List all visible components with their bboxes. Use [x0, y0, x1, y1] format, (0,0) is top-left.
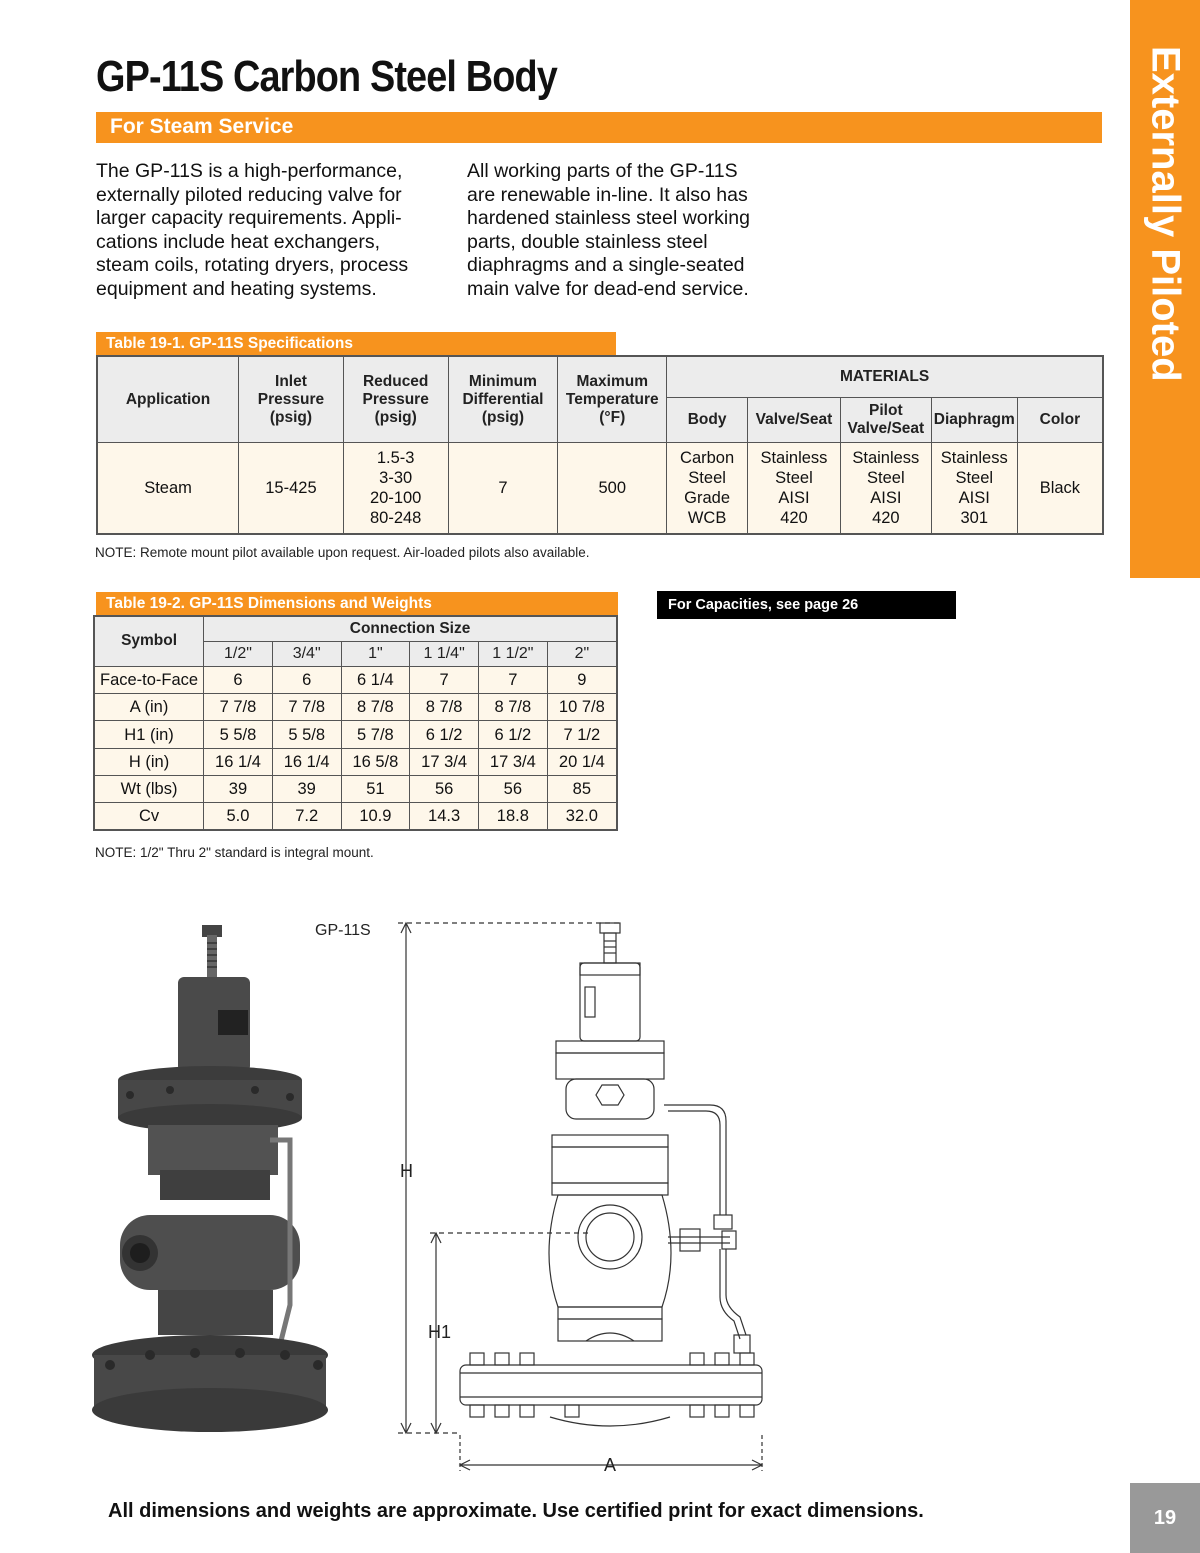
dim-label-h: H: [400, 1161, 413, 1181]
intro-right-line: parts, double stainless steel: [467, 230, 708, 253]
th-diaphragm: Diaphragm: [931, 398, 1017, 443]
intro-right-line: diaphragms and a single-seated: [467, 254, 745, 276]
page-number: 19: [1130, 1483, 1200, 1553]
th-application: Application: [97, 356, 239, 443]
cell-value: 5 7/8: [341, 721, 410, 748]
cell-value: 14.3: [410, 803, 479, 830]
capacities-reference: For Capacities, see page 26: [657, 591, 956, 619]
cell-value: 6: [272, 666, 341, 693]
cell-value: 17 3/4: [478, 748, 547, 775]
cell-pilot-valve-seat: Stainless Steel AISI 420: [840, 443, 931, 535]
cell-value: 5 5/8: [272, 721, 341, 748]
th-reduced-pressure: Reduced Pressure (psig): [343, 356, 448, 443]
intro-left-line: larger capacity requirements. Appli-: [96, 207, 402, 229]
intro-right-line: are renewable in-line. It also has: [467, 183, 748, 206]
th-size: 1/2": [204, 641, 273, 666]
cell-value: 8 7/8: [341, 694, 410, 721]
intro-right: [467, 160, 807, 301]
th-size: 1 1/4": [410, 641, 479, 666]
dim-label-h1: H1: [428, 1322, 452, 1342]
th-color: Color: [1017, 398, 1103, 443]
th-size: 2": [547, 641, 617, 666]
th-symbol: Symbol: [94, 616, 204, 666]
cell-color: Black: [1017, 443, 1103, 535]
valve-dimension-drawing: [390, 915, 780, 1475]
cell-value: 17 3/4: [410, 748, 479, 775]
table2-note: NOTE: 1/2" Thru 2" standard is integral mount.: [95, 845, 374, 860]
side-tab-label: Externally Piloted: [1143, 46, 1188, 382]
intro-left-line: cations include heat exchangers,: [96, 230, 381, 253]
cell-value: 10 7/8: [547, 694, 617, 721]
cell-value: 10.9: [341, 803, 410, 830]
cell-max-temp: 500: [558, 443, 667, 535]
cell-value: 8 7/8: [410, 694, 479, 721]
th-connection-size: Connection Size: [204, 616, 617, 641]
cell-value: 5 5/8: [204, 721, 273, 748]
intro-left-line: steam coils, rotating dryers, process: [96, 254, 409, 276]
cell-symbol: H1 (in): [94, 721, 204, 748]
intro-right-line: main valve for dead-end service.: [467, 277, 749, 300]
drawing-label: GP-11S: [315, 922, 371, 939]
side-tab: [1130, 0, 1200, 578]
cell-inlet: 15-425: [239, 443, 344, 535]
cell-value: 7 7/8: [272, 694, 341, 721]
intro-left-line: externally piloted reducing valve for: [96, 183, 402, 206]
table1-note: NOTE: Remote mount pilot available upon request. Air-loaded pilots also available.: [95, 545, 590, 560]
cell-value: 7 7/8: [204, 694, 273, 721]
table1-caption: Table 19-1. GP-11S Specifications: [96, 332, 616, 356]
cell-value: 6 1/2: [410, 721, 479, 748]
cell-value: 16 1/4: [204, 748, 273, 775]
cell-min-diff: 7: [448, 443, 558, 535]
subtitle: For Steam Service: [110, 115, 294, 138]
table2-caption: Table 19-2. GP-11S Dimensions and Weights: [96, 592, 618, 616]
th-size: 1": [341, 641, 410, 666]
table-row: [94, 775, 617, 802]
cell-diaphragm: Stainless Steel AISI 301: [931, 443, 1017, 535]
cell-symbol: Cv: [94, 803, 204, 830]
cell-symbol: Wt (lbs): [94, 775, 204, 802]
cell-valve-seat: Stainless Steel AISI 420: [748, 443, 841, 535]
table-row: [94, 803, 617, 830]
cell-value: 51: [341, 775, 410, 802]
cell-reduced: 1.5-3 3-30 20-100 80-248: [343, 443, 448, 535]
th-inlet-pressure: Inlet Pressure (psig): [239, 356, 344, 443]
th-valve-seat: Valve/Seat: [748, 398, 841, 443]
cell-value: 39: [272, 775, 341, 802]
cell-value: 7 1/2: [547, 721, 617, 748]
th-body: Body: [667, 398, 748, 443]
intro-left: [96, 160, 446, 301]
cell-value: 16 5/8: [341, 748, 410, 775]
cell-value: 39: [204, 775, 273, 802]
subtitle-bar: [96, 112, 1102, 143]
th-size: 1 1/2": [478, 641, 547, 666]
dim-label-a: A: [604, 1455, 617, 1475]
cell-value: 32.0: [547, 803, 617, 830]
cell-value: 16 1/4: [272, 748, 341, 775]
intro-left-line: The GP-11S is a high-performance,: [96, 160, 403, 182]
table-row: [94, 721, 617, 748]
cell-value: 8 7/8: [478, 694, 547, 721]
table-row: [94, 748, 617, 775]
cell-symbol: H (in): [94, 748, 204, 775]
cell-value: 5.0: [204, 803, 273, 830]
cell-value: 6: [204, 666, 273, 693]
intro-right-line: hardened stainless steel working: [467, 207, 750, 229]
table-row: [94, 694, 617, 721]
cell-value: 6 1/4: [341, 666, 410, 693]
intro-left-line: equipment and heating systems.: [96, 277, 377, 300]
cell-application: Steam: [97, 443, 239, 535]
cell-value: 6 1/2: [478, 721, 547, 748]
cell-value: 18.8: [478, 803, 547, 830]
cell-value: 56: [410, 775, 479, 802]
cell-value: 56: [478, 775, 547, 802]
dimensions-table: [93, 615, 618, 831]
th-materials: MATERIALS: [667, 356, 1103, 398]
th-size: 3/4": [272, 641, 341, 666]
cell-value: 7: [478, 666, 547, 693]
th-minimum-differential: Minimum Differential (psig): [448, 356, 558, 443]
page-title: GP-11S Carbon Steel Body: [96, 52, 557, 101]
cell-value: 7.2: [272, 803, 341, 830]
cell-value: 7: [410, 666, 479, 693]
cell-symbol: Face-to-Face: [94, 666, 204, 693]
table-row: [97, 443, 1103, 535]
cell-value: 85: [547, 775, 617, 802]
cell-body: Carbon Steel Grade WCB: [667, 443, 748, 535]
specifications-table: [96, 355, 1104, 535]
valve-photo: [90, 915, 350, 1450]
cell-symbol: A (in): [94, 694, 204, 721]
cell-value: 20 1/4: [547, 748, 617, 775]
th-maximum-temperature: Maximum Temperature (°F): [558, 356, 667, 443]
th-pilot-valve-seat: Pilot Valve/Seat: [840, 398, 931, 443]
cell-value: 9: [547, 666, 617, 693]
intro-right-line: All working parts of the GP-11S: [467, 160, 738, 182]
table-row: [94, 666, 617, 693]
footer-disclaimer: All dimensions and weights are approximate. Use certified print for exact dimensions.: [108, 1500, 924, 1522]
